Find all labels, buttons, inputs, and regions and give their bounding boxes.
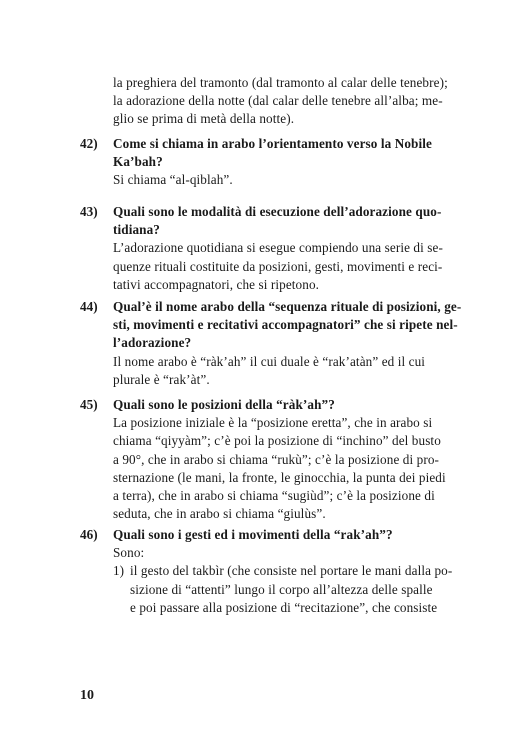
answer-line: seduta, che in arabo si chiama “giulùs”.: [113, 506, 326, 522]
qa-item-44: [80, 298, 462, 389]
answer-line: quenze rituali costituite da posizioni, gesti, movimenti e reci-: [113, 258, 443, 274]
answer-line: Si chiama “al-qiblah”.: [113, 172, 233, 188]
list-item-line: il gesto del takbìr (che consiste nel portare le mani dalla po-: [130, 563, 453, 579]
text-line: glio se prima di metà della notte).: [113, 111, 295, 127]
answer-line: a terra), che in arabo si chiama “sugiùd”; c’è la posizione di: [113, 488, 435, 504]
question-line: Quali sono i gesti ed i movimenti della “rak’ah”?: [113, 527, 393, 542]
question-line: Qual’è il nome arabo della “sequenza rituale di posizioni, ge-: [113, 299, 462, 314]
question-number: 46): [80, 527, 98, 542]
question-line: l’adorazione?: [113, 335, 192, 351]
question-number: 45): [80, 397, 98, 412]
answer-line: chiama “qiyyàm”; c’è poi la posizione di “inchino” del busto: [113, 433, 441, 449]
answer-line: sternazione (le mani, la fronte, le ginocchia, la punta dei piedi: [113, 469, 446, 485]
question-line: Come si chiama in arabo l’orientamento verso la Nobile: [113, 136, 432, 151]
question-line: tidiana?: [113, 222, 160, 238]
answer-line: La posizione iniziale è la “posizione eretta”, che in arabo si: [113, 415, 433, 431]
qa-item-43: [80, 203, 455, 294]
question-line: Quali sono le posizioni della “ràk’ah”?: [113, 397, 335, 412]
question-number: 44): [80, 299, 98, 314]
page-number: 10: [80, 688, 94, 703]
question-line: Quali sono le modalità di esecuzione dell’adorazione quo-: [113, 204, 442, 219]
question-line: sti, movimenti e recitativi accompagnatori” che si ripete nel-: [113, 317, 458, 333]
answer-line: Il nome arabo è “ràk’ah” il cui duale è “rak’atàn” ed il cui: [113, 353, 426, 369]
qa-item-46: [80, 526, 455, 617]
qa-item-45: [80, 396, 455, 523]
answer-line: plurale è “rak’àt”.: [113, 371, 210, 387]
list-item-number: 1): [113, 563, 124, 579]
intro-paragraph: [113, 74, 453, 129]
list-item: [113, 562, 455, 617]
list-item-line: sizione di “attenti” lungo il corpo all’altezza delle spalle: [130, 581, 433, 597]
qa-item-42: [80, 135, 455, 190]
question-line: Ka’bah?: [113, 154, 163, 170]
answer-line: L’adorazione quotidiana si esegue compiendo una serie di se-: [113, 240, 443, 256]
answer-line: Sono:: [113, 545, 145, 561]
answer-line: tativi accompagnatori, che si ripetono.: [113, 276, 320, 292]
answer-line: a 90°, che in arabo si chiama “rukù”; c’è la posizione di pro-: [113, 451, 440, 467]
gesture-list: [113, 562, 455, 617]
question-number: 43): [80, 204, 98, 219]
list-item-line: e poi passare alla posizione di “recitazione”, che consiste: [130, 599, 438, 615]
question-number: 42): [80, 136, 98, 151]
text-line: la preghiera del tramonto (dal tramonto al calar delle tenebre);: [113, 75, 448, 90]
text-line: la adorazione della notte (dal calar delle tenebre all’alba; me-: [113, 93, 443, 109]
